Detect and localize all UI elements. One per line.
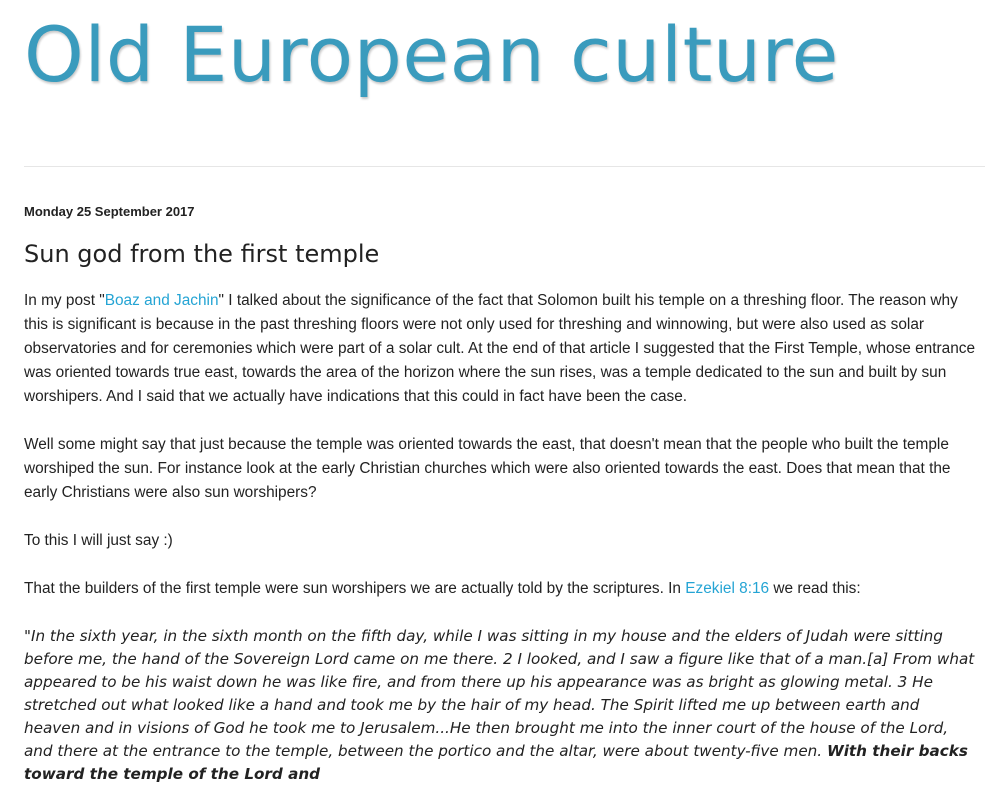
paragraph-scripture-text: That the builders of the first temple were sun worshipers we are actually told by the scriptures. In (24, 580, 686, 597)
paragraph-objection: Well some might say that just because the temple was oriented towards the east, that doesn't mean that the people who built the temple worshiped the sun. For instance look at the early Christian churches which were also oriented towards the east. Does that mean that the early Christians were also sun worshipers? (24, 436, 951, 501)
post-date: Monday 25 September 2017 (24, 204, 195, 219)
paragraph-intro-text: In my post " (24, 292, 105, 309)
paragraph-reply: To this I will just say :) (24, 532, 173, 549)
quote-emphasis: With their backs toward the temple of the Lord and (24, 742, 968, 783)
quote-text: "In the sixth year, in the sixth month on the fifth day, while I was sitting in my house and the elders of Judah were sitting before me, the hand of the Sovereign Lord came on me there. 2 I looked, and I saw a figure like that of a man.[a] From what appeared to be his waist down he was like fire, and from there up his appearance was as bright as glowing metal. 3 He stretched out what looked like a hand and took me by the hair of my head. The Spirit lifted me up between earth and heaven and in visions of God he took me to Jerusalem...He then brought me into the inner court of the house of the Lord, and there at the entrance to the temple, between the portico and the altar, were about twenty-five men. (24, 627, 975, 760)
ezekiel-link[interactable]: Ezekiel 8:16 (685, 580, 770, 597)
boaz-and-jachin-link[interactable]: Boaz and Jachin (104, 292, 219, 309)
blog-title[interactable]: Old European culture (24, 10, 839, 99)
paragraph-scripture-intro (24, 577, 979, 601)
paragraph-intro (24, 289, 979, 409)
header-divider (24, 166, 985, 167)
scripture-quote (24, 625, 979, 786)
paragraph-scripture-text-rest: we read this: (769, 580, 861, 597)
post-body (24, 289, 979, 786)
paragraph-intro-text-rest: " I talked about the significance of the fact that Solomon built his temple on a threshing floor. The reason why this is significant is because in the past threshing floors were not only used for threshing and winnowing, but were also used as solar observatories and for ceremonies which were part of a solar cult. At the end of that article I suggested that the First Temple, whose entrance was oriented towards true east, towards the area of the horizon where the sun rises, was a temple dedicated to the sun and built by sun worshipers. And I said that we actually have indications that this could in fact have been the case. (24, 292, 976, 405)
post-title[interactable]: Sun god from the first temple (24, 240, 380, 268)
